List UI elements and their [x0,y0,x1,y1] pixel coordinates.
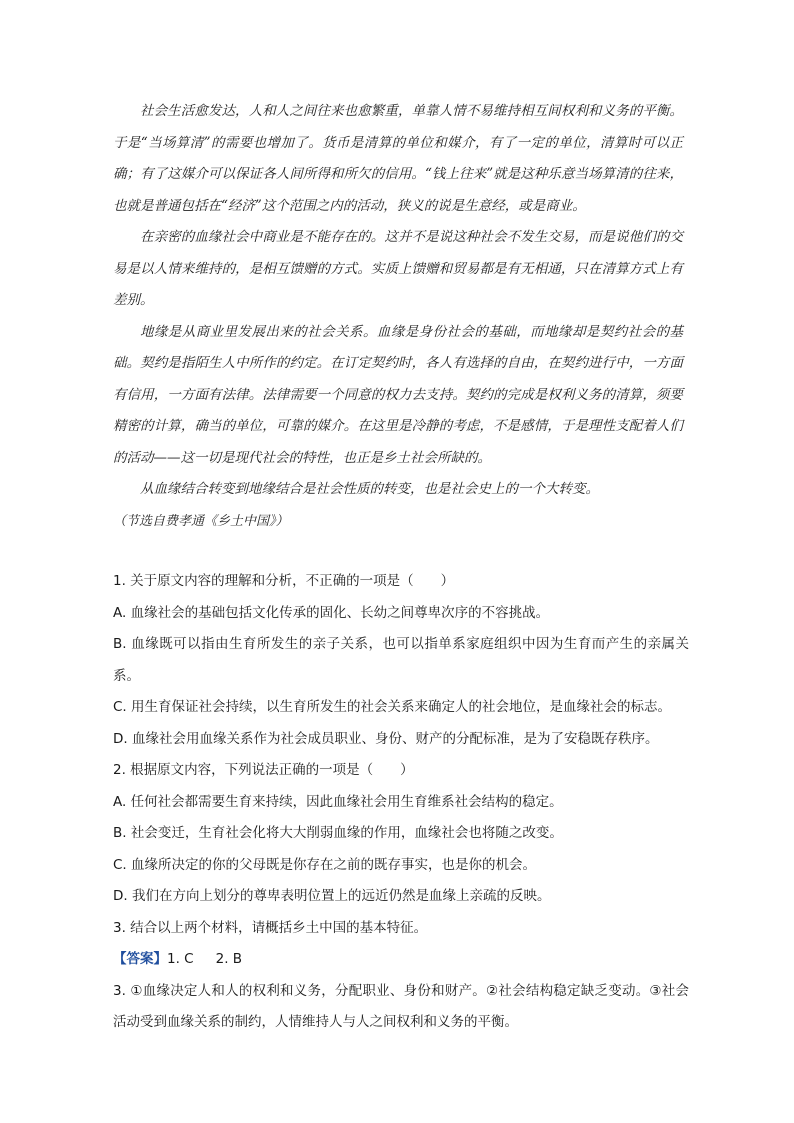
answer-1: 1. C [167,951,194,967]
question-2-option-d: D. 我们在方向上划分的尊卑表明位置上的远近仍然是血缘上亲疏的反映。 [113,888,551,904]
question-3-stem: 3. 结合以上两个材料，请概括乡土中国的基本特征。 [113,919,428,936]
passage-paragraph-1: 社会生活愈发达，人和人之间往来也愈繁重，单靠人情不易维持相互间权利和义务的平衡。于是“当场算清”的需要也增加了。货币是清算的单位和媒介，有了一定的单位，清算时可以正确；有了这媒介可以保证各人间所得和所欠的信用。“钱上往来”就是这种乐意当场算清的往来，也就是普通包括在“经济”这个范围之内的活动，狭义的说是生意经，或是商业。 [113,103,683,214]
question-1-option-b: B. 血缘既可以指由生育所发生的亲子关系，也可以指单系家庭组织中因为生育而产生的亲属关系。 [113,636,689,684]
passage-source: （节选自费孝通《乡土中国》） [113,513,289,529]
reading-passage [113,96,683,537]
question-2-option-b: B. 社会变迁，生育社会化将大大削弱血缘的作用，血缘社会也将随之改变。 [113,825,563,841]
answer-tag: 【答案】 [113,951,167,967]
answer-line [113,944,689,976]
passage-paragraph-2: 在亲密的血缘社会中商业是不能存在的。这并不是说这种社会不发生交易，而是说他们的交易是以人情来维持的，是相互馈赠的方式。实质上馈赠和贸易都是有无相通，只在清算方式上有差别。 [113,229,683,308]
answer-2: 2. B [215,951,243,967]
question-2-stem: 2. 根据原文内容，下列说法正确的一项是（ ） [113,762,414,778]
question-1-stem: 1. 关于原文内容的理解和分析，不正确的一项是（ ） [113,573,455,589]
question-2-option-c: C. 血缘所决定的你的父母既是你存在之前的既存事实，也是你的机会。 [113,856,537,873]
passage-paragraph-3: 地缘是从商业里发展出来的社会关系。血缘是身份社会的基础，而地缘却是契约社会的基础。契约是指陌生人中所作的约定。在订定契约时，各人有选择的自由，在契约进行中，一方面有信用，一方面有法律。法律需要一个同意的权力去支持。契约的完成是权利义务的清算，须要精密的计算，确当的单位，可靠的媒介。在这里是冷静的考虑，不是感情，于是理性支配着人们的活动——这一切是现代社会的特性，也正是乡土社会所缺的。 [113,323,683,466]
question-1-option-c: C. 用生育保证社会持续，以生育所发生的社会关系来确定人的社会地位，是血缘社会的标志。 [113,699,672,715]
question-1-option-a: A. 血缘社会的基础包括文化传承的固化、长幼之间尊卑次序的不容挑战。 [113,604,550,621]
question-section [113,566,689,1039]
answer-3: 3. ①血缘决定人和人的权利和义务，分配职业、身份和财产。②社会结构稳定缺乏变动。③社会活动受到血缘关系的制约，人情维持人与人之间权利和义务的平衡。 [113,982,689,1030]
question-1-option-d: D. 血缘社会用血缘关系作为社会成员职业、身份、财产的分配标准，是为了安稳既存秩序。 [113,730,659,747]
passage-paragraph-4: 从血缘结合转变到地缘结合是社会性质的转变，也是社会史上的一个大转变。 [140,481,599,497]
question-2-option-a: A. 任何社会都需要生育来持续，因此血缘社会用生育维系社会结构的稳定。 [113,793,563,810]
